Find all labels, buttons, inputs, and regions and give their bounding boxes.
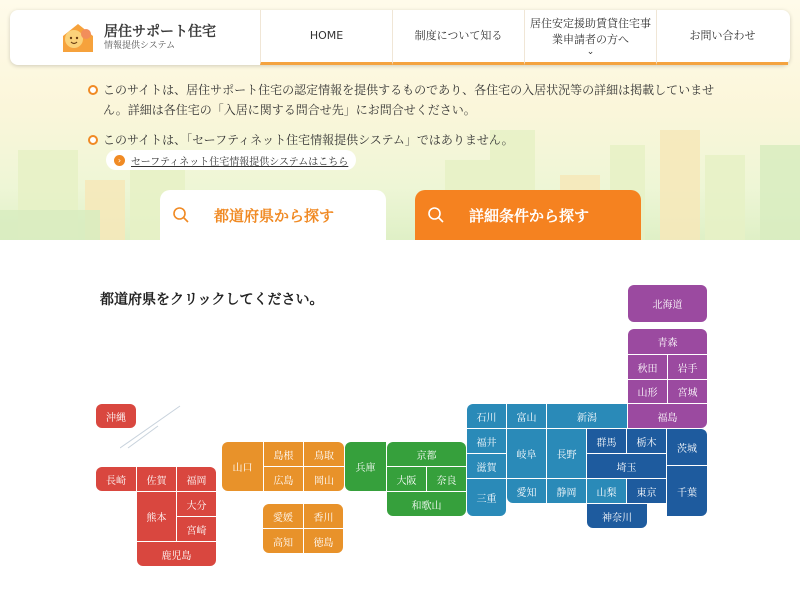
pref-wakayama[interactable]: 和歌山 <box>387 492 466 516</box>
pref-iwate[interactable]: 岩手 <box>668 355 707 379</box>
notice-2-text: このサイトは、「セーフティネット住宅情報提供システム」ではありません。 <box>103 133 514 147</box>
nav-applicants[interactable] <box>524 10 656 65</box>
pref-hokkaido[interactable]: 北海道 <box>628 285 707 322</box>
map-heading: 都道府県をクリックしてください。 <box>100 292 324 308</box>
house-face-icon <box>60 22 96 54</box>
tab-search-by-detail[interactable] <box>415 190 641 240</box>
nav-home[interactable]: HOME <box>260 10 392 65</box>
pref-yamanashi[interactable]: 山梨 <box>587 479 626 503</box>
circle-bullet-icon <box>88 135 98 145</box>
pref-tottori[interactable]: 鳥取 <box>304 442 344 466</box>
pref-shimane[interactable]: 島根 <box>264 442 303 466</box>
pref-fukushima[interactable]: 福島 <box>628 404 707 428</box>
pref-ishikawa[interactable]: 石川 <box>467 404 506 428</box>
pref-yamagata[interactable]: 山形 <box>628 380 667 403</box>
pref-miyagi[interactable]: 宮城 <box>668 380 707 403</box>
pref-chiba[interactable]: 千葉 <box>667 466 707 516</box>
pref-fukui[interactable]: 福井 <box>467 429 506 453</box>
pref-saitama[interactable]: 埼玉 <box>587 454 666 478</box>
pref-hiroshima[interactable]: 広島 <box>264 467 303 491</box>
pref-akita[interactable]: 秋田 <box>628 355 667 379</box>
pref-kagoshima[interactable]: 鹿児島 <box>137 542 216 566</box>
pref-gifu[interactable]: 岐阜 <box>507 429 546 478</box>
logo-subtitle: 情報提供システム <box>104 40 176 51</box>
pref-kumamoto[interactable]: 熊本 <box>137 492 176 541</box>
pref-nagasaki[interactable]: 長崎 <box>96 467 136 491</box>
chevron-down-icon: ⌄ <box>586 47 595 57</box>
pref-ehime[interactable]: 愛媛 <box>263 504 303 528</box>
tab-pref-label: 都道府県から探す <box>214 206 335 225</box>
search-icon <box>427 206 445 224</box>
pref-okayama[interactable]: 岡山 <box>304 467 344 491</box>
tab-search-by-prefecture[interactable] <box>160 190 386 240</box>
pref-fukuoka[interactable]: 福岡 <box>177 467 216 491</box>
site-logo[interactable] <box>10 10 260 65</box>
safety-net-link[interactable] <box>106 150 356 170</box>
pref-nagano[interactable]: 長野 <box>547 429 586 478</box>
pref-mie[interactable]: 三重 <box>467 479 506 516</box>
notice-1 <box>88 80 728 120</box>
nav-about-system[interactable]: 制度について知る <box>392 10 524 65</box>
pref-shizuoka[interactable]: 静岡 <box>547 479 586 503</box>
pref-hyogo[interactable]: 兵庫 <box>345 442 386 491</box>
pref-tokushima[interactable]: 徳島 <box>304 529 343 553</box>
pref-kanagawa[interactable]: 神奈川 <box>587 504 647 528</box>
pref-toyama[interactable]: 富山 <box>507 404 546 428</box>
search-icon <box>172 206 190 224</box>
pref-aomori[interactable]: 青森 <box>628 329 707 354</box>
pref-tochigi[interactable]: 栃木 <box>627 429 666 453</box>
pref-saga[interactable]: 佐賀 <box>137 467 176 491</box>
pref-osaka[interactable]: 大阪 <box>387 467 426 491</box>
pref-shiga[interactable]: 滋賀 <box>467 454 506 478</box>
safety-net-link-text: セーフティネット住宅情報提供システムはこちら <box>131 156 349 168</box>
building-decoration <box>0 210 100 240</box>
pref-niigata[interactable]: 新潟 <box>547 404 627 428</box>
pref-yamaguchi[interactable]: 山口 <box>222 442 263 491</box>
nav-contact[interactable]: お問い合わせ <box>656 10 788 65</box>
pref-ibaraki[interactable]: 茨城 <box>667 429 707 465</box>
building-decoration <box>760 145 800 240</box>
pref-kagawa[interactable]: 香川 <box>304 504 343 528</box>
tab-detail-label: 詳細条件から探す <box>469 206 590 225</box>
nav-applicants-label: 居住安定援助賃貸住宅事業申請者の方へ <box>530 17 651 46</box>
logo-title: 居住サポート住宅 <box>104 23 216 40</box>
main-nav <box>260 10 790 65</box>
pref-kochi[interactable]: 高知 <box>263 529 303 553</box>
arrow-right-icon: › <box>114 155 125 166</box>
site-header <box>10 10 790 65</box>
pref-miyazaki[interactable]: 宮崎 <box>177 517 216 541</box>
pref-nara[interactable]: 奈良 <box>427 467 466 491</box>
building-decoration <box>705 155 745 240</box>
pref-kyoto[interactable]: 京都 <box>387 442 466 466</box>
notice-1-text: このサイトは、居住サポート住宅の認定情報を提供するものであり、各住宅の入居状況等の詳細は掲載していません。詳細は各住宅の「入居に関する問合せ先」にお問合せください。 <box>103 83 715 117</box>
pref-aichi[interactable]: 愛知 <box>507 479 546 503</box>
pref-okinawa[interactable]: 沖縄 <box>96 404 136 428</box>
pref-tokyo[interactable]: 東京 <box>627 479 666 503</box>
pref-gunma[interactable]: 群馬 <box>587 429 626 453</box>
circle-bullet-icon <box>88 85 98 95</box>
notice-2 <box>88 130 728 150</box>
pref-oita[interactable]: 大分 <box>177 492 216 516</box>
